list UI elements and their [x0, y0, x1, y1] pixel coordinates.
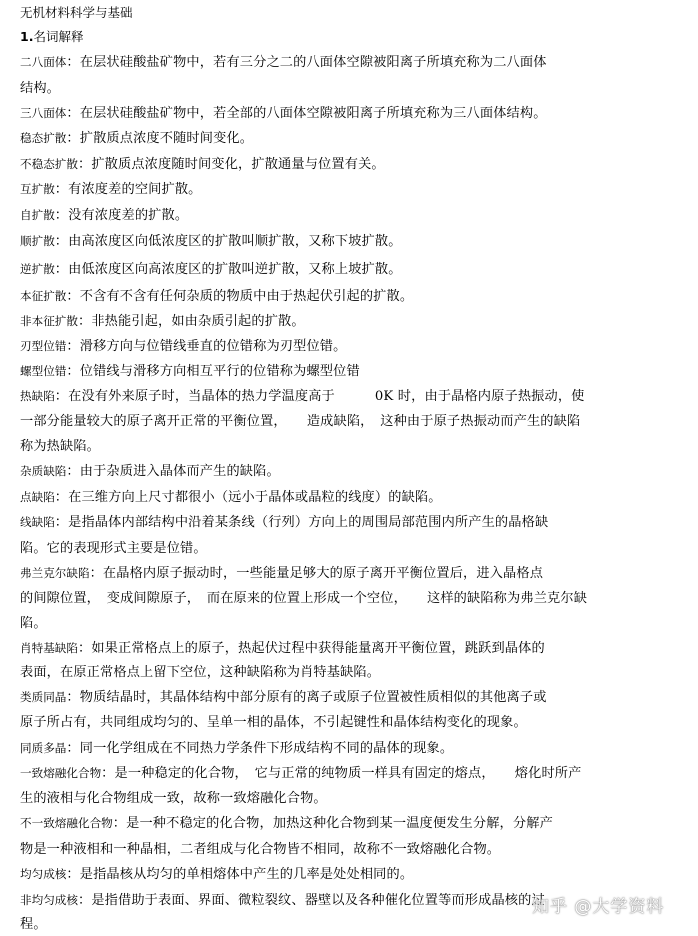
definition-text: ：由高浓度区向低浓度区的扩散叫顺扩散，又称下坡扩散。: [54, 234, 402, 249]
definition-text: ：如果正常格点上的原子，热起伏过程中获得能量离开平衡位置，跳跃到晶体的: [77, 641, 545, 656]
definition-line: [20, 314, 305, 329]
definition-term: 均匀成核: [20, 867, 67, 881]
definition-line: [20, 464, 280, 479]
definition-term: 三八面体: [20, 106, 67, 120]
definition-line: [20, 515, 548, 530]
watermark: 知乎 @大学资料: [532, 897, 665, 917]
definition-line: [20, 766, 581, 781]
definition-text: 结构。: [20, 81, 61, 96]
definition-line: [20, 289, 413, 304]
definition-line: [20, 715, 527, 730]
definition-text: ：是一种不稳定的化合物，加热这种化合物到某一温度便发生分解，分解产: [112, 816, 553, 831]
definition-line: [20, 414, 580, 429]
definition-term: 二八面体: [20, 55, 67, 69]
definition-text: 陷。: [20, 616, 47, 631]
definition-text: ：有浓度差的空间扩散。: [54, 182, 202, 197]
definition-text: ：在没有外来原子时，当晶体的热力学温度高于 0K 时，由于晶格内原子热振动，使: [54, 389, 585, 404]
definition-term: 杂质缺陷: [20, 464, 67, 478]
definition-line: [20, 791, 327, 806]
definition-term: 热缺陷: [20, 389, 55, 403]
definition-line: [20, 364, 360, 379]
definition-text: ：扩散质点浓度随时间变化，扩散通量与位置有关。: [77, 157, 385, 172]
definition-line: [20, 541, 207, 556]
definition-text: ：不含有不含有任何杂质的物质中由于热起伏引起的扩散。: [66, 289, 414, 304]
section-number: 1.: [20, 29, 34, 44]
definition-line: [20, 81, 60, 96]
definition-term: 同质多晶: [20, 741, 67, 755]
definition-line: [20, 234, 402, 249]
definition-term: 螺型位错: [20, 364, 67, 378]
definition-text: ：物质结晶时，其晶体结构中部分原有的离子或原子位置被性质相似的其他离子或: [66, 690, 547, 705]
definition-text: ：滑移方向与位错线垂直的位错称为刃型位错。: [66, 339, 347, 354]
definition-line: [20, 131, 253, 146]
definition-term: 类质同晶: [20, 690, 67, 704]
definition-text: ：在三维方向上尺寸都很小（远小于晶体或晶粒的线度）的缺陷。: [54, 490, 442, 505]
definition-line: [20, 339, 346, 354]
definition-line: [20, 439, 100, 454]
definition-text: ：是指晶体内部结构中沿着某条线（行列）方向上的周围局部范围内所产生的晶格缺: [54, 515, 549, 530]
definition-text: ：在层状硅酸盐矿物中，若全部的八面体空隙被阳离子所填充称为三八面体结构。: [66, 106, 547, 121]
definition-text: ：是指借助于表面、界面、微粒裂纹、器壁以及各种催化位置等而形成晶核的过: [77, 893, 545, 908]
definition-term: 刃型位错: [20, 339, 67, 353]
definition-line: [20, 741, 453, 756]
definition-line: [20, 106, 547, 121]
document-title: 无机材料科学与基础: [20, 5, 133, 20]
definition-line: [20, 616, 47, 631]
definition-line: [20, 917, 47, 932]
definition-line: [20, 157, 385, 172]
definition-term: 本征扩散: [20, 289, 67, 303]
definition-line: [20, 490, 442, 505]
definition-text: 原子所占有，共同组成均匀的、呈单一相的晶体，不引起键性和晶体结构变化的现象。: [20, 715, 527, 730]
definition-term: 不一致熔融化合物: [20, 816, 113, 830]
definition-text: 生的液相与化合物组成一致，故称一致熔融化合物。: [20, 791, 327, 806]
definition-line: [20, 665, 380, 680]
definition-term: 互扩散: [20, 182, 55, 196]
definition-line: [20, 690, 547, 705]
definition-line: [20, 182, 202, 197]
definition-term: 稳态扩散: [20, 131, 67, 145]
definition-term: 点缺陷: [20, 490, 55, 504]
definition-text: ：在晶格内原子振动时，一些能量足够大的原子离开平衡位置后，进入晶格点: [89, 566, 544, 581]
definition-text: 程。: [20, 917, 47, 932]
definition-line: [20, 893, 545, 908]
definition-term: 逆扩散: [20, 262, 55, 276]
definition-text: 一部分能量较大的原子离开正常的平衡位置， 造成缺陷， 这种由于原子热振动而产生的缺陷: [20, 414, 581, 429]
definition-term: 不稳态扩散: [20, 157, 78, 171]
definition-line: [20, 55, 547, 70]
definition-text: 表面，在原正常格点上留下空位，这种缺陷称为肖特基缺陷。: [20, 665, 381, 680]
definition-term: 线缺陷: [20, 515, 55, 529]
definition-text: ：由低浓度区向高浓度区的扩散叫逆扩散，又称上坡扩散。: [54, 262, 402, 277]
definition-text: ：由于杂质进入晶体而产生的缺陷。: [66, 464, 280, 479]
definition-text: ：同一化学组成在不同热力学条件下形成结构不同的晶体的现象。: [66, 741, 454, 756]
section-title: 名词解释: [33, 29, 84, 44]
definition-text: 陷。它的表现形式主要是位错。: [20, 541, 207, 556]
definition-text: ：扩散质点浓度不随时间变化。: [66, 131, 254, 146]
definition-line: [20, 208, 188, 223]
definition-text: ：位错线与滑移方向相互平行的位错称为螺型位错: [66, 364, 360, 379]
definition-term: 自扩散: [20, 208, 55, 222]
definition-text: 的间隙位置， 变成间隙原子， 而在原来的位置上形成一个空位， 这样的缺陷称为弗兰克尔缺: [20, 591, 588, 606]
definition-text: ：是指晶核从均匀的单相熔体中产生的几率是处处相同的。: [66, 867, 414, 882]
definition-term: 非均匀成核: [20, 893, 78, 907]
definition-term: 一致熔融化合物: [20, 766, 102, 780]
definition-text: ：非热能引起，如由杂质引起的扩散。: [77, 314, 305, 329]
definition-line: [20, 389, 585, 404]
definition-line: [20, 842, 500, 857]
definition-text: 称为热缺陷。: [20, 439, 101, 454]
definition-line: [20, 262, 402, 277]
section-heading: [20, 30, 83, 44]
definition-term: 顺扩散: [20, 234, 55, 248]
definition-term: 弗兰克尔缺陷: [20, 566, 90, 580]
definition-line: [20, 591, 587, 606]
definition-text: 物是一种液相和一种晶相，二者组成与化合物皆不相同，故称不一致熔融化合物。: [20, 842, 501, 857]
definition-text: ：在层状硅酸盐矿物中，若有三分之二的八面体空隙被阳离子所填充称为二八面体: [66, 55, 547, 70]
definition-line: [20, 816, 553, 831]
definition-term: 肖特基缺陷: [20, 641, 78, 655]
definition-text: ：是一种稳定的化合物， 它与正常的纯物质一样具有固定的熔点， 熔化时所产: [101, 766, 582, 781]
definition-line: [20, 867, 413, 882]
definition-term: 非本征扩散: [20, 314, 78, 328]
definition-text: ：没有浓度差的扩散。: [54, 208, 189, 223]
definition-line: [20, 641, 545, 656]
definition-line: [20, 566, 543, 581]
